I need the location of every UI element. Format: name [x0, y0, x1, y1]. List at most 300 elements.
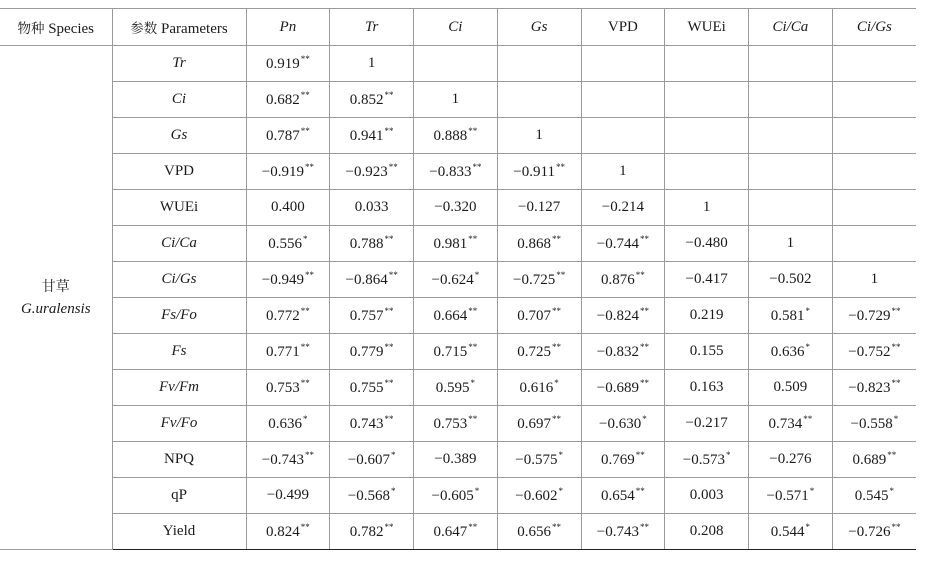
significance-mark: **: [384, 342, 394, 352]
correlation-cell: [749, 82, 833, 118]
significance-mark: **: [384, 378, 394, 388]
table-row: [0, 82, 916, 118]
parameter-label: WUEi: [112, 190, 246, 226]
correlation-cell: [246, 82, 330, 118]
correlation-cell: [330, 298, 414, 334]
correlation-cell: [414, 82, 498, 118]
correlation-value: 0.682: [266, 92, 300, 108]
correlation-cell: [832, 46, 916, 82]
correlation-table: [0, 8, 916, 550]
correlation-cell: [497, 118, 581, 154]
correlation-cell: [665, 226, 749, 262]
species-name-latin: G.uralensis: [20, 300, 91, 317]
correlation-cell: [497, 334, 581, 370]
correlation-cell: [497, 82, 581, 118]
parameter-label: Fs/Fo: [112, 298, 246, 334]
correlation-cell: [330, 514, 414, 550]
correlation-cell: [330, 154, 414, 190]
correlation-value: −0.864: [345, 272, 388, 288]
correlation-value: −0.276: [769, 451, 812, 467]
correlation-value: −0.752: [848, 344, 891, 360]
correlation-cell: [581, 514, 665, 550]
correlation-value: 0.219: [689, 307, 724, 323]
correlation-value: −0.824: [596, 308, 639, 324]
significance-mark: **: [384, 414, 394, 424]
correlation-cell: [330, 226, 414, 262]
significance-mark: *: [805, 306, 810, 316]
correlation-value: −0.605: [431, 488, 474, 504]
parameter-label: Fs: [112, 334, 246, 370]
parameter-label: Ci/Gs: [112, 262, 246, 298]
correlation-cell: [749, 406, 833, 442]
significance-mark: *: [889, 486, 894, 496]
correlation-value: −0.568: [347, 488, 390, 504]
correlation-cell: [497, 442, 581, 478]
parameter-label: NPQ: [112, 442, 246, 478]
significance-mark: **: [304, 450, 314, 460]
correlation-value: −0.823: [848, 380, 891, 396]
significance-mark: **: [552, 234, 561, 244]
correlation-cell: [581, 154, 665, 190]
significance-mark: **: [468, 126, 478, 136]
table-row: [0, 154, 916, 190]
correlation-cell: [581, 226, 665, 262]
correlation-cell: [581, 406, 665, 442]
correlation-cell: [832, 226, 916, 262]
correlation-cell: [246, 514, 330, 550]
correlation-value: 0.208: [689, 523, 724, 539]
header-row: [0, 9, 916, 46]
correlation-cell: [246, 118, 330, 154]
correlation-cell: [749, 442, 833, 478]
correlation-cell: [749, 190, 833, 226]
table-row: [0, 334, 916, 370]
correlation-value: 1: [535, 127, 543, 143]
correlation-cell: [497, 514, 581, 550]
correlation-cell: [497, 478, 581, 514]
correlation-value: 0.888: [433, 128, 468, 144]
species-header-cn: 物种: [17, 20, 45, 37]
correlation-cell: [246, 406, 330, 442]
correlation-cell: [497, 370, 581, 406]
correlation-cell: [581, 262, 665, 298]
significance-mark: **: [887, 450, 897, 460]
correlation-value: −0.832: [596, 344, 639, 360]
correlation-value: 0.656: [517, 524, 551, 540]
correlation-cell: [581, 82, 665, 118]
correlation-value: −0.630: [599, 416, 642, 432]
correlation-value: −0.127: [518, 199, 561, 215]
correlation-cell: [414, 406, 498, 442]
significance-mark: **: [552, 306, 561, 316]
significance-mark: **: [300, 342, 310, 352]
correlation-value: 0.868: [517, 236, 551, 252]
correlation-cell: [665, 478, 749, 514]
correlation-cell: [246, 154, 330, 190]
significance-mark: **: [891, 522, 901, 532]
correlation-value: 0.753: [266, 380, 300, 396]
correlation-cell: [581, 442, 665, 478]
table-row: [0, 406, 916, 442]
correlation-cell: [832, 154, 916, 190]
correlation-value: −0.320: [434, 199, 477, 215]
parameter-label: qP: [112, 478, 246, 514]
correlation-cell: [497, 46, 581, 82]
correlation-value: 0.581: [770, 308, 805, 324]
correlation-value: 0.788: [349, 236, 384, 252]
correlation-value: 0.782: [349, 524, 384, 540]
significance-mark: **: [300, 126, 310, 136]
correlation-cell: [246, 46, 330, 82]
significance-mark: **: [384, 306, 394, 316]
correlation-value: 0.941: [349, 128, 384, 144]
correlation-cell: [581, 334, 665, 370]
correlation-cell: [665, 298, 749, 334]
significance-mark: *: [470, 378, 475, 388]
significance-mark: **: [468, 306, 478, 316]
significance-mark: **: [300, 378, 310, 388]
significance-mark: **: [300, 54, 310, 64]
significance-mark: *: [893, 414, 899, 424]
significance-mark: **: [300, 90, 310, 100]
correlation-cell: [414, 514, 498, 550]
correlation-value: 1: [367, 55, 376, 71]
correlation-value: 0.769: [601, 452, 635, 468]
correlation-cell: [497, 406, 581, 442]
correlation-cell: [749, 478, 833, 514]
correlation-value: 0.163: [689, 379, 724, 395]
correlation-value: −0.502: [769, 271, 812, 287]
parameter-label: Fv/Fm: [112, 370, 246, 406]
parameter-label: Fv/Fo: [112, 406, 246, 442]
correlation-value: 0.734: [768, 416, 803, 432]
correlation-cell: [832, 190, 916, 226]
correlation-cell: [497, 190, 581, 226]
correlation-cell: [414, 46, 498, 82]
correlation-value: 0.664: [433, 308, 468, 324]
correlation-value: 0.155: [689, 343, 724, 359]
correlation-cell: [330, 478, 414, 514]
correlation-value: −0.725: [513, 272, 556, 288]
correlation-cell: [414, 442, 498, 478]
correlation-value: 1: [451, 91, 460, 107]
correlation-value: −0.624: [431, 272, 474, 288]
significance-mark: **: [304, 270, 314, 280]
correlation-value: 0.595: [435, 380, 470, 396]
correlation-value: 0.743: [349, 416, 384, 432]
significance-mark: *: [725, 450, 731, 460]
correlation-value: −0.558: [850, 416, 893, 432]
significance-mark: *: [390, 450, 396, 460]
correlation-cell: [246, 442, 330, 478]
correlation-value: −0.743: [261, 452, 304, 468]
correlation-cell: [665, 262, 749, 298]
significance-mark: **: [388, 270, 398, 280]
significance-mark: **: [468, 414, 478, 424]
significance-mark: **: [635, 270, 645, 280]
correlation-value: 0.509: [773, 379, 808, 395]
table-row: [0, 190, 916, 226]
significance-mark: **: [552, 414, 561, 424]
significance-mark: **: [639, 234, 649, 244]
correlation-cell: [665, 370, 749, 406]
significance-mark: **: [552, 342, 561, 352]
correlation-cell: [832, 334, 916, 370]
correlation-cell: [581, 298, 665, 334]
correlation-cell: [497, 298, 581, 334]
correlation-cell: [749, 262, 833, 298]
correlation-cell: [832, 514, 916, 550]
correlation-cell: [497, 226, 581, 262]
correlation-cell: [832, 406, 916, 442]
correlation-value: 0.647: [433, 524, 468, 540]
correlation-cell: [414, 190, 498, 226]
correlation-value: 0.876: [601, 272, 635, 288]
correlation-value: 1: [870, 271, 879, 287]
correlation-value: 0.715: [433, 344, 468, 360]
correlation-cell: [414, 118, 498, 154]
correlation-cell: [832, 298, 916, 334]
correlation-cell: [581, 46, 665, 82]
table-row: [0, 514, 916, 550]
significance-mark: **: [384, 522, 394, 532]
significance-mark: *: [303, 234, 308, 244]
correlation-cell: [497, 154, 581, 190]
correlation-value: 0.689: [852, 452, 887, 468]
correlation-value: 0.824: [266, 524, 300, 540]
correlation-cell: [749, 298, 833, 334]
correlation-cell: [330, 406, 414, 442]
correlation-cell: [832, 262, 916, 298]
correlation-cell: [832, 370, 916, 406]
correlation-value: −0.689: [596, 380, 639, 396]
correlation-cell: [665, 406, 749, 442]
significance-mark: **: [639, 306, 649, 316]
correlation-value: −0.726: [848, 524, 891, 540]
correlation-cell: [665, 190, 749, 226]
correlation-value: 0.772: [266, 308, 300, 324]
correlation-cell: [330, 334, 414, 370]
correlation-value: 0.755: [349, 380, 384, 396]
correlation-cell: [246, 370, 330, 406]
correlation-value: −0.607: [347, 452, 390, 468]
correlation-value: 0.725: [517, 344, 551, 360]
correlation-cell: [414, 298, 498, 334]
correlation-cell: [246, 298, 330, 334]
correlation-cell: [749, 514, 833, 550]
column-header: Ci/Ca: [749, 9, 833, 46]
correlation-value: −0.833: [429, 164, 472, 180]
correlation-cell: [832, 118, 916, 154]
correlation-cell: [246, 334, 330, 370]
correlation-value: 0.779: [349, 344, 384, 360]
correlation-value: 0.981: [433, 236, 468, 252]
significance-mark: **: [468, 522, 478, 532]
parameter-label: Yield: [112, 514, 246, 550]
correlation-value: −0.389: [434, 451, 477, 467]
significance-mark: *: [805, 522, 810, 532]
column-header: Ci/Gs: [832, 9, 916, 46]
correlation-value: 1: [702, 199, 711, 215]
significance-mark: **: [803, 414, 813, 424]
correlation-cell: [581, 118, 665, 154]
correlation-cell: [330, 262, 414, 298]
significance-mark: **: [468, 342, 478, 352]
correlation-cell: [414, 334, 498, 370]
correlation-value: 0.787: [266, 128, 300, 144]
correlation-cell: [665, 82, 749, 118]
correlation-cell: [581, 190, 665, 226]
correlation-value: 0.033: [354, 199, 389, 215]
column-header: Ci: [414, 9, 498, 46]
column-header: WUEi: [665, 9, 749, 46]
correlation-cell: [330, 82, 414, 118]
significance-mark: *: [474, 270, 480, 280]
significance-mark: *: [558, 486, 563, 496]
correlation-value: −0.417: [685, 271, 728, 287]
species-name-cn: 甘草: [41, 278, 70, 295]
significance-mark: **: [468, 234, 478, 244]
correlation-cell: [749, 154, 833, 190]
species-column-header: [0, 9, 112, 46]
table-row: [0, 478, 916, 514]
significance-mark: *: [554, 378, 559, 388]
correlation-cell: [665, 154, 749, 190]
significance-mark: **: [384, 90, 394, 100]
column-header: VPD: [581, 9, 665, 46]
correlation-cell: [246, 226, 330, 262]
significance-mark: **: [639, 378, 649, 388]
correlation-cell: [665, 46, 749, 82]
significance-mark: **: [552, 522, 561, 532]
correlation-cell: [581, 478, 665, 514]
parameter-label: Ci: [112, 82, 246, 118]
parameters-column-header: [112, 9, 246, 46]
correlation-value: 0.771: [266, 344, 300, 360]
significance-mark: *: [303, 414, 308, 424]
significance-mark: *: [390, 486, 396, 496]
correlation-cell: [414, 262, 498, 298]
significance-mark: *: [474, 486, 480, 496]
correlation-value: 0.753: [433, 416, 468, 432]
significance-mark: **: [635, 486, 645, 496]
correlation-value: −0.919: [261, 164, 304, 180]
column-header: Tr: [330, 9, 414, 46]
parameter-label: VPD: [112, 154, 246, 190]
correlation-value: −0.923: [345, 164, 388, 180]
correlation-cell: [749, 334, 833, 370]
correlation-value: −0.602: [515, 488, 558, 504]
table-row: [0, 118, 916, 154]
correlation-cell: [581, 370, 665, 406]
correlation-cell: [749, 226, 833, 262]
significance-mark: **: [384, 234, 394, 244]
correlation-value: 0.852: [349, 92, 384, 108]
correlation-cell: [330, 46, 414, 82]
correlation-value: 0.003: [689, 487, 724, 503]
species-cell: [0, 46, 112, 550]
correlation-cell: [497, 262, 581, 298]
significance-mark: **: [891, 342, 901, 352]
parameter-label: Gs: [112, 118, 246, 154]
species-header-en: Species: [48, 20, 95, 37]
correlation-value: 0.400: [271, 199, 305, 215]
correlation-value: −0.571: [766, 488, 809, 504]
correlation-value: −0.217: [685, 415, 728, 431]
correlation-cell: [414, 226, 498, 262]
correlation-value: 0.556: [268, 236, 302, 252]
correlation-value: 0.545: [854, 488, 889, 504]
parameter-label: Tr: [112, 46, 246, 82]
correlation-value: −0.573: [682, 452, 725, 468]
correlation-value: 0.697: [517, 416, 551, 432]
correlation-value: 1: [619, 163, 627, 179]
correlation-cell: [832, 478, 916, 514]
correlation-cell: [330, 370, 414, 406]
correlation-value: −0.949: [261, 272, 304, 288]
correlation-value: −0.911: [513, 164, 555, 180]
column-header: Gs: [497, 9, 581, 46]
correlation-value: −0.743: [596, 524, 639, 540]
correlation-cell: [330, 442, 414, 478]
significance-mark: **: [556, 270, 566, 280]
significance-mark: **: [635, 450, 645, 460]
significance-mark: **: [300, 522, 310, 532]
significance-mark: *: [805, 342, 810, 352]
correlation-cell: [832, 82, 916, 118]
correlation-cell: [246, 478, 330, 514]
correlation-cell: [665, 442, 749, 478]
significance-mark: **: [300, 306, 310, 316]
correlation-value: 0.544: [770, 524, 805, 540]
correlation-value: 0.919: [266, 56, 300, 72]
table-row: [0, 442, 916, 478]
correlation-value: −0.214: [601, 199, 644, 215]
correlation-value: 0.654: [601, 488, 635, 504]
correlation-cell: [749, 46, 833, 82]
significance-mark: *: [809, 486, 815, 496]
significance-mark: **: [639, 522, 649, 532]
correlation-value: 1: [786, 235, 795, 251]
correlation-value: 0.616: [519, 380, 554, 396]
correlation-value: −0.575: [515, 452, 558, 468]
correlation-cell: [665, 514, 749, 550]
significance-mark: **: [472, 162, 482, 172]
parameter-label: Ci/Ca: [112, 226, 246, 262]
table-row: [0, 370, 916, 406]
table-row: [0, 298, 916, 334]
correlation-value: −0.729: [848, 308, 891, 324]
correlation-cell: [414, 478, 498, 514]
correlation-cell: [665, 118, 749, 154]
correlation-cell: [330, 118, 414, 154]
significance-mark: **: [388, 162, 398, 172]
correlation-value: 0.636: [770, 344, 805, 360]
correlation-value: −0.480: [685, 235, 728, 251]
significance-mark: **: [891, 306, 901, 316]
table-row: [0, 262, 916, 298]
correlation-cell: [749, 370, 833, 406]
significance-mark: **: [891, 378, 901, 388]
parameters-header-cn: 参数: [130, 20, 158, 37]
correlation-cell: [832, 442, 916, 478]
significance-mark: **: [304, 162, 314, 172]
significance-mark: *: [642, 414, 647, 424]
correlation-cell: [665, 334, 749, 370]
significance-mark: **: [384, 126, 394, 136]
table-row: [0, 46, 916, 82]
correlation-value: 0.757: [349, 308, 384, 324]
